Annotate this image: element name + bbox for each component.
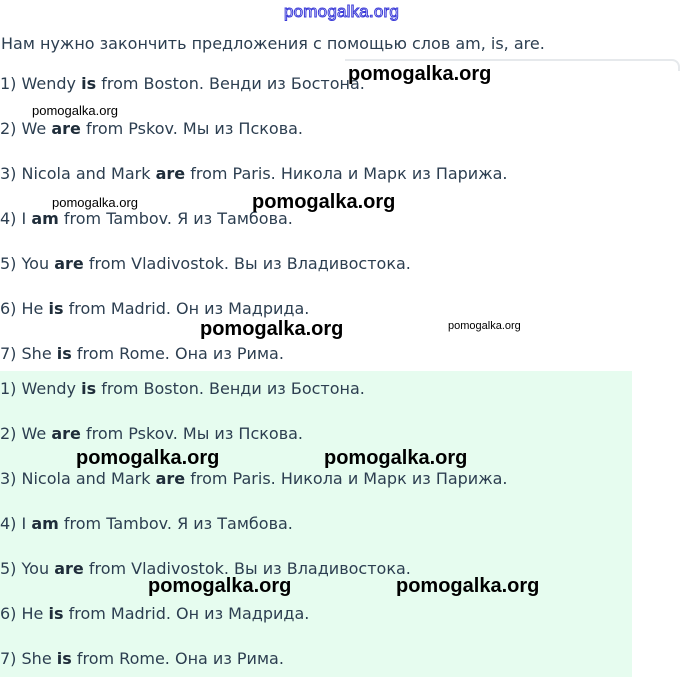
watermark: pomogalka.org bbox=[448, 320, 521, 332]
verb: are bbox=[51, 424, 81, 443]
answer-sentence-6: 6) He is from Madrid. Он из Мадрида. bbox=[0, 604, 310, 623]
watermark: pomogalka.org bbox=[348, 63, 492, 85]
verb: is bbox=[81, 74, 97, 93]
answer-sentence-2: 2) We are from Pskov. Мы из Пскова. bbox=[0, 424, 304, 443]
watermark: pomogalka.org bbox=[324, 447, 468, 469]
watermark: pomogalka.org bbox=[148, 575, 292, 597]
verb: is bbox=[81, 379, 97, 398]
verb: are bbox=[155, 469, 186, 488]
answer-sentence-7: 7) She is from Rome. Она из Рима. bbox=[0, 649, 284, 668]
verb: am bbox=[31, 514, 59, 533]
exercise-sentence-3: 3) Nicola and Mark are from Paris. Никола и Марк из Парижа. bbox=[0, 164, 508, 183]
exercise-sentence-2: 2) We are from Pskov. Мы из Пскова. bbox=[0, 119, 304, 138]
watermark: pomogalka.org bbox=[76, 447, 220, 469]
answer-sentence-1: 1) Wendy is from Boston. Венди из Бостона. bbox=[0, 379, 365, 398]
exercise-sentence-7: 7) She is from Rome. Она из Рима. bbox=[0, 344, 284, 363]
answer-sentence-3: 3) Nicola and Mark are from Paris. Никола и Марк из Парижа. bbox=[0, 469, 508, 488]
verb: are bbox=[54, 559, 84, 578]
watermark: pomogalka.org bbox=[252, 191, 396, 213]
answer-sentence-4: 4) I am from Tambov. Я из Тамбова. bbox=[0, 514, 293, 533]
watermark: pomogalka.org bbox=[32, 103, 118, 118]
verb: is bbox=[48, 604, 64, 623]
verb: are bbox=[51, 119, 81, 138]
verb: am bbox=[31, 209, 59, 228]
verb: are bbox=[155, 164, 186, 183]
verb: is bbox=[56, 344, 72, 363]
exercise-sentence-1: 1) Wendy is from Boston. Венди из Бостона. bbox=[0, 74, 365, 93]
intro-text: Нам нужно закончить предложения с помощью слов am, is, are. bbox=[1, 34, 545, 53]
verb: is bbox=[48, 299, 64, 318]
watermark: pomogalka.org bbox=[396, 575, 540, 597]
watermark: pomogalka.org bbox=[52, 195, 138, 210]
verb: is bbox=[56, 649, 72, 668]
exercise-sentence-4: 4) I am from Tambov. Я из Тамбова. bbox=[0, 209, 293, 228]
verb: are bbox=[54, 254, 84, 273]
exercise-sentence-5: 5) You are from Vladivostok. Вы из Владивостока. bbox=[0, 254, 411, 273]
answer-sentence-5: 5) You are from Vladivostok. Вы из Владивостока. bbox=[0, 559, 411, 578]
site-logo: pomogalka.org bbox=[284, 2, 400, 21]
watermark: pomogalka.org bbox=[200, 318, 344, 340]
exercise-sentence-6: 6) He is from Madrid. Он из Мадрида. bbox=[0, 299, 310, 318]
